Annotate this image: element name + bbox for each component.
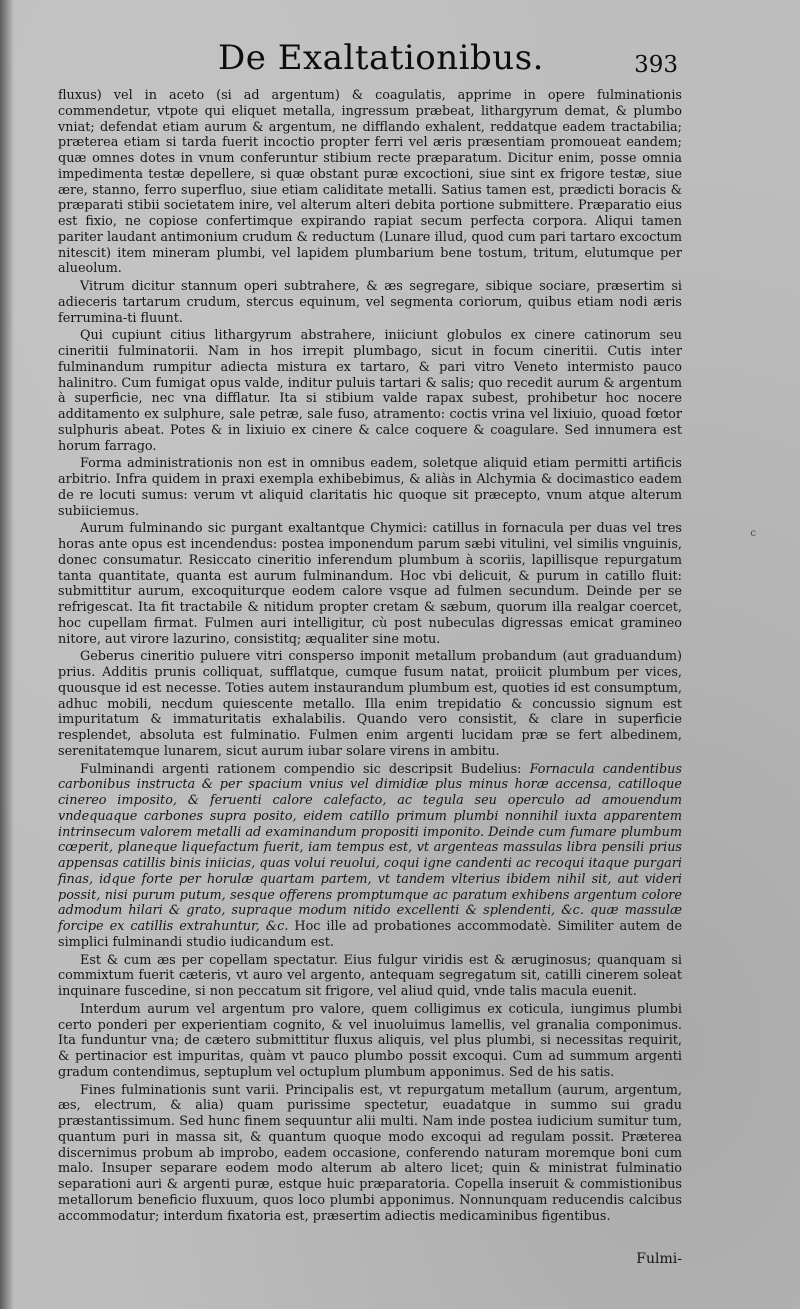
budelius-intro: Fulminandi argenti rationem compendio sic descripsit Budelius: [80, 761, 522, 777]
paragraph: Qui cupiunt citius lithargyrum abstrahere, iniiciunt globulos ex cinere catinorum seu cineritii fulminatorii. Nam in hos irrepit plumbago, sicut in focum cineritii. Cutis inter fulminandum rumpitur adiecta mistura ex tartaro, & pari vitro Veneto intermisto pauco halinitro. Cum fumigat opus valde, inditur puluis tartari & salis; quo recedit aurum & argentum à superficie, nec vna difflatur. Ita si stibium valde rapax subest, prohibetur hoc nocere additamento ex sulphure, sale petræ, sale fuso, atramento: coctis vrina vel lixiuio, quoad fœtor sulphuris abeat. Potes & in lixiuio ex cinere & calce coquere & coagulare. Sed innumera est horum farrago. [58, 328, 682, 454]
paragraph: Est & cum æs per copellam spectatur. Eius fulgur viridis est & æruginosus; quanquam si commixtum fuerit cæteris, vt auro vel argento, antequam segregatum sit, catilli cinerem soleat inquinare fuscedine, si non peccatum sit frigore, vel aliud quid, vnde talis macula euenit. [58, 952, 682, 999]
running-title: De Exaltationibus. [218, 38, 544, 78]
binding-shadow [0, 0, 14, 1309]
page-header [0, 38, 800, 82]
paragraph: fluxus) vel in aceto (si ad argentum) & coagulatis, apprime in opere fulminationis commendetur, vtpote qui eliquet metalla, ingressum præbeat, lithargyrum demat, & plumbo vniat; defendat etiam aurum & argentum, ne difflando exhalent, reddatque eadem tractabilia; præterea etiam si tarda fuerit incoctio propter ferri vel æris præsentiam promoueat eandem; quæ omnes dotes in vnum conferuntur stibium recte præparatum. Dicitur enim, posse omnia impedimenta testæ depellere, si quæ obstant puræ excoctioni, siue sint ex frigore testæ, siue ære, stanno, ferro superfluo, siue etiam caliditate metalli. Satius tamen est, prædicti boracis & præparati stibii societatem inire, vel alterum alteri debita portione submittere. Præparatio eius est fixio, ne copiose confertimque expirando rapiat secum perfecta corpora. Aliqui tamen pariter laudant antimonium crudum & reductum (Lunare illud, quod cum pari tartaro excoctum nitescit) item mineram plumbi, vel lapidem plumbarium bene tostum, tritum, elutumque per alueolum. [58, 88, 682, 277]
paragraph: Aurum fulminando sic purgant exaltantque Chymici: catillus in fornacula per duas vel tres horas ante opus est incendendus: postea imponendum parum sæbi vitulini, vel similis vnguinis, donec consumatur. Resiccato cineritio inferendum plumbum à scoriis, lapillisque repurgatum tanta quantitate, quanta est aurum fulminandum. Hoc vbi delicuit, & purum in catillo fluit: submittitur aurum, excoquiturque eodem calore vsque ad fulmen secundum. Deinde per se refrigescat. Ita fit tractabile & nitidum propter cretam & sæbum, quorum illa realgar coercet, hoc cupellam firmat. Fulmen auri intelligitur, cù post nubeculas digressas emicat gramineo nitore, aut virore lazurino, consistitq; æqualiter sine motu. [58, 521, 682, 647]
budelius-quote: Fornacula candentibus carbonibus instructa & per spacium vnius vel dimidiæ plus minus horæ accensa, catilloque cinereo imposito, & feruenti calore calefacto, ac tegula seu operculo ad amouendum vndequaque carbones supra posito, eidem catillo primum plumbi nonnihil iuxta apparentem intrinsecum valorem metalli ad examinandum propositi imponito. Deinde cum fumare plumbum cœperit, planeque liquefactum fuerit, iam tempus est, vt argenteas massulas libra pensili prius appensas catillis binis iniicias, quas volui reuolui, coqui igne candenti ac recoqui itaque purgari finas, idque forte per horulæ quartam partem, vt tandem vlterius ibidem nihil sit, aut videri possit, nisi purum putum, sesque offerens promptumque ac paratum exhibens argentum colore admodum hilari & grato, supraque modum nitido excellenti & splendenti, &c. quæ massulæ forcipe ex catillis extrahuntur, &c. [58, 761, 682, 934]
paragraph: Vitrum dicitur stannum operi subtrahere, & æs segregare, sibique sociare, præsertim si adieceris tartarum crudum, stercus equinum, vel segmenta coriorum, quibus etiam nodi æris ferrumina-ti fluunt. [58, 279, 682, 326]
paragraph: Geberus cineritio puluere vitri conspersο imponit metallum probandum (aut graduandum) prius. Additis prunis colliquat, sufflatque, cumque fusum natat, proiicit plumbum per vices, quousque id est necesse. Toties autem instaurandum plumbum est, quoties id est consumptum, adhuc mobili, necdum quiescente metallo. Illa enim trepidatio & concussio signum est impuritatum & immaturitatis exhalabilis. Quando vero consistit, & clare in superficie resplendet, absoluta est fulminatio. Fulmen enim argenti lucidam præ se fert albedinem, serenitatemque lunarem, sicut aurum iubar solare virens in ambitu. [58, 649, 682, 759]
page-number: 393 [634, 52, 678, 78]
paragraph: Fines fulminationis sunt varii. Principalis est, vt repurgatum metallum (aurum, argentum, æs, electrum, & alia) quam purissime spectetur, euadatque in summo sui gradu præstantissimum. Sed hunc finem sequuntur alii multi. Nam inde postea iudicium sumitur tum, quantum puri in massa sit, & quantum quoque modo excoqui ad regulam possit. Præterea discernimus probum ab improbo, eadem occasione, conferendo naturam moremque boni cum malo. Insuper separare eodem modo alterum ab altero licet; quin & ministrat fulminatio separationi auri & argenti puræ, estque huic præparatoria. Copella inseruit & commistionibus metallorum beneficio fluxuum, quos loco plumbi apponimus. Nonnunquam reducendis calcibus accommodatur; interdum fixatoria est, præsertim adiectis medicaminibus figentibus. [58, 1082, 682, 1224]
paragraph: Interdum aurum vel argentum pro valore, quem colligimus ex coticula, iungimus plumbi certo ponderi per experientiam cognito, & vel inuoluimus lamellis, vel granalia componimus. Ita funduntur vna; de cætero submittitur fluxus aliquis, vel plus plumbi, si necessitas requirit, & pertinacior est impuritas, quàm vt pauco plumbo possit excoqui. Cum ad summum argenti gradum contendimus, septuplum vel octuplum plumbum apponimus. Sed de his satis. [58, 1001, 682, 1080]
catchword: Fulmi- [636, 1251, 682, 1267]
budelius-outro: Hoc ille ad probationes accommodatè. Similiter autem de simplici fulminandi studio iudicandum est. [58, 919, 683, 950]
margin-mark: c [750, 528, 756, 539]
budelius-paragraph [58, 762, 682, 951]
paragraph: Forma administrationis non est in omnibus eadem, soletque aliquid etiam permitti artificis arbitrio. Infra quidem in praxi exempla exhibebimus, & aliàs in Alchymia & docimastico eadem de re locuti sumus: verum vt aliquid claritatis hic quoque sit præcepto, vnum atque alterum subiiciemus. [58, 456, 682, 519]
body-text [58, 88, 682, 1226]
